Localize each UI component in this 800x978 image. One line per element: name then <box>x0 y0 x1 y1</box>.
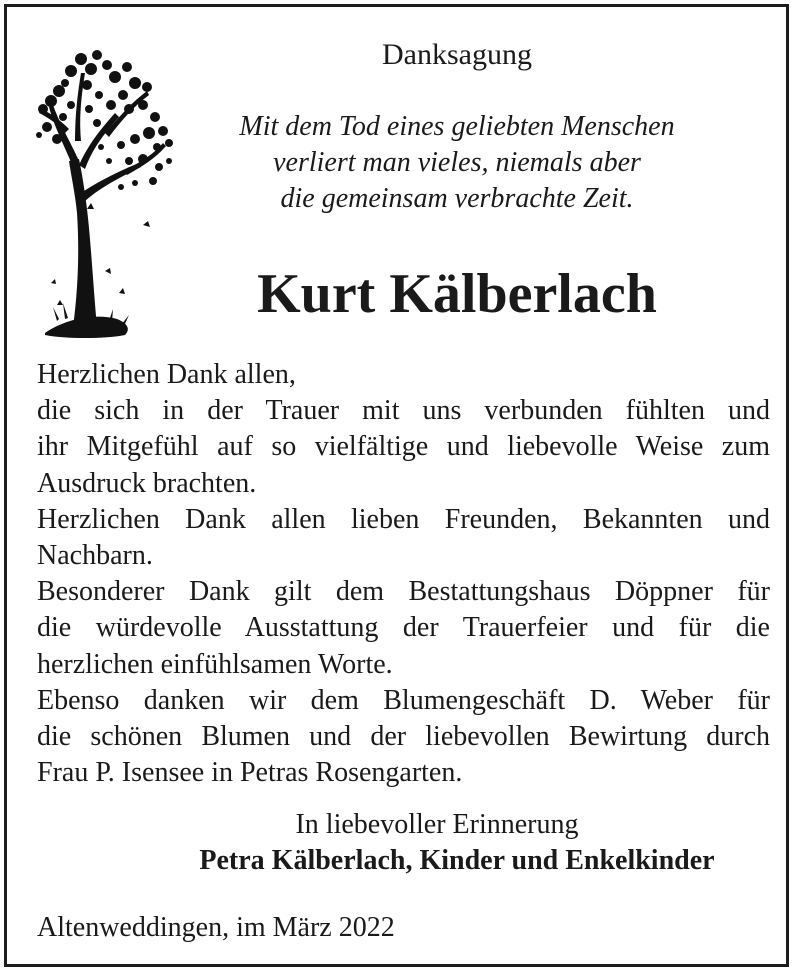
place-date: Altenweddingen, im März 2022 <box>37 912 395 943</box>
quote-line: verliert man vieles, niemals aber <box>273 147 641 178</box>
tree-icon <box>35 43 175 339</box>
quote-line: die gemeinsam verbrachte Zeit. <box>280 183 634 214</box>
memory-line: In liebevoller Erinnerung <box>295 809 579 840</box>
body-line: die schönen Blumen und der liebevollen Bewirtung durch <box>37 721 770 753</box>
obituary-card <box>4 4 789 967</box>
body-line: Frau P. Isensee in Petras Rosengarten. <box>37 757 463 789</box>
notice-heading: Danksagung <box>382 38 532 71</box>
quote-line: Mit dem Tod eines geliebten Menschen <box>239 111 675 142</box>
signers: Petra Kälberlach, Kinder und Enkelkinder <box>199 845 715 876</box>
body-line: Besonderer Dank gilt dem Bestattungshaus Döppner für <box>37 576 770 608</box>
body-line: ihr Mitgefühl auf so vielfältige und liebevolle Weise zum <box>37 431 770 463</box>
body-line: herzlichen einfühlsamen Worte. <box>37 648 393 680</box>
body-line: die sich in der Trauer mit uns verbunden fühlten und <box>37 395 770 427</box>
memorial-quote <box>187 109 727 217</box>
body-line: Ebenso danken wir dem Blumengeschäft D. Weber für <box>37 684 770 716</box>
body-line: Herzlichen Dank allen, <box>37 359 296 390</box>
body-line: Herzlichen Dank allen lieben Freunden, Bekannten und <box>37 503 770 535</box>
deceased-name: Kurt Kälberlach <box>257 263 657 325</box>
body-line: Ausdruck brachten. <box>37 467 257 499</box>
body-line: Nachbarn. <box>37 540 153 572</box>
body-line: die würdevolle Ausstattung der Trauerfeier und für die <box>37 612 770 644</box>
thanks-body <box>37 357 770 791</box>
